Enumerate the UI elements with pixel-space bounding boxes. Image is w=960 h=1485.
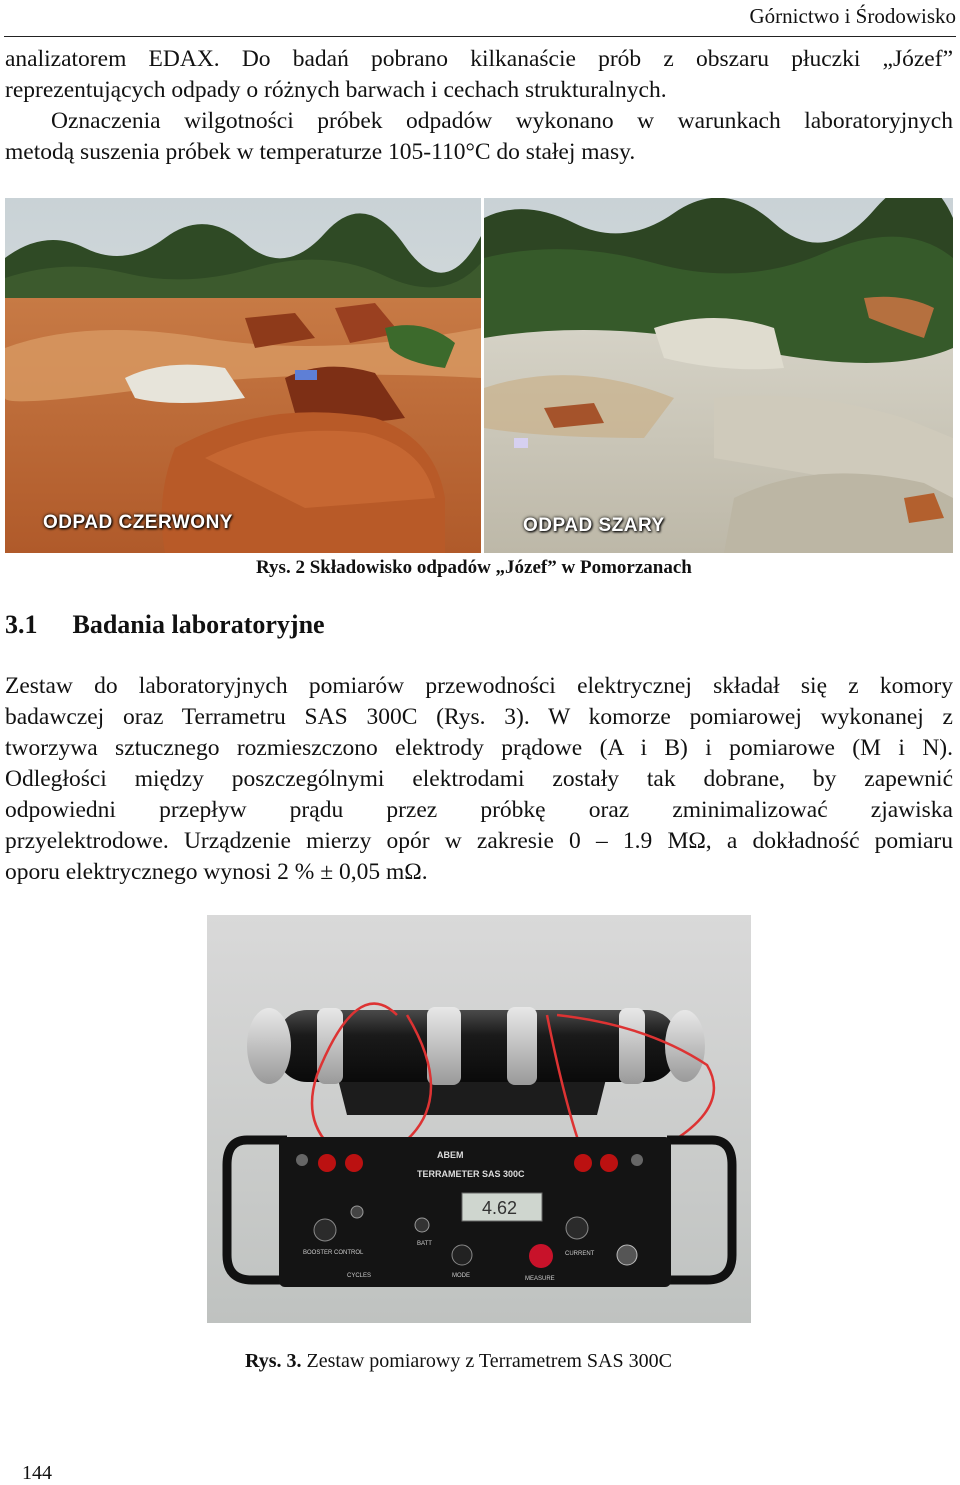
photo-label-red: ODPAD CZERWONY	[43, 512, 233, 533]
terrameter-photo	[207, 915, 751, 1323]
main-line-5: odpowiedni przepływ prądu przez próbkę oraz zminimalizować zjawiska	[5, 797, 953, 823]
photo-red-waste	[5, 198, 481, 553]
section-number: 3.1	[5, 610, 38, 639]
running-header: Górnictwo i Środowisko	[749, 4, 956, 28]
intro-line-2: reprezentujących odpady o różnych barwach i cechach strukturalnych.	[5, 77, 667, 103]
figure-3-caption-label: Rys. 3.	[245, 1350, 302, 1372]
figure-2-photos	[5, 198, 953, 553]
main-line-6: przyelektrodowe. Urządzenie mierzy opór w zakresie 0 – 1.9 MΩ, a dokładność pomiaru	[5, 828, 953, 854]
section-title: Badania laboratoryjne	[72, 610, 325, 639]
main-line-1: Zestaw do laboratoryjnych pomiarów przewodności elektrycznej składał się z komory	[5, 673, 953, 699]
intro-line-1: analizatorem EDAX. Do badań pobrano kilkanaście prób z obszaru płuczki „Józef”	[5, 46, 953, 72]
label-booster: BOOSTER CONTROL	[303, 1250, 364, 1256]
figure-2-caption: Rys. 2 Składowisko odpadów „Józef” w Pomorzanach	[256, 557, 692, 578]
device-brand: ABEM	[437, 1150, 464, 1160]
label-measure: MEASURE	[525, 1276, 555, 1282]
header-divider	[4, 36, 956, 37]
label-current: CURRENT	[565, 1251, 595, 1257]
photo-label-grey: ODPAD SZARY	[523, 515, 665, 536]
figure-3-caption-text: Zestaw pomiarowy z Terrametrem SAS 300C	[301, 1350, 672, 1372]
main-paragraph	[5, 671, 953, 888]
intro-line-4: metodą suszenia próbek w temperaturze 105-110°C do stałej masy.	[5, 139, 636, 165]
waste-dump-photo	[5, 198, 953, 553]
figure-3-caption	[245, 1350, 672, 1373]
section-heading	[5, 610, 325, 640]
intro-paragraph	[5, 44, 953, 168]
label-cycles: CYCLES	[347, 1273, 372, 1279]
label-batt: BATT	[417, 1241, 432, 1247]
device-model: TERRAMETER SAS 300C	[417, 1169, 525, 1179]
display-readout: 4.62	[482, 1198, 518, 1218]
main-line-2: badawczej oraz Terrametru SAS 300C (Rys. 3). W komorze pomiarowej wykonanej z	[5, 704, 953, 730]
main-line-4: Odległości między poszczególnymi elektrodami zostały tak dobrane, by zapewnić	[5, 766, 953, 792]
intro-line-3: Oznaczenia wilgotności próbek odpadów wykonano w warunkach laboratoryjnych	[51, 108, 953, 134]
photo-grey-waste	[484, 198, 953, 553]
label-mode: MODE	[452, 1273, 470, 1279]
main-line-3: tworzywa sztucznego rozmieszczono elektrody prądowe (A i B) i pomiarowe (M i N).	[5, 735, 953, 761]
main-line-7: oporu elektrycznego wynosi 2 % ± 0,05 mΩ.	[5, 859, 428, 885]
figure-3-photo	[207, 915, 751, 1323]
page-number: 144	[22, 1462, 52, 1484]
